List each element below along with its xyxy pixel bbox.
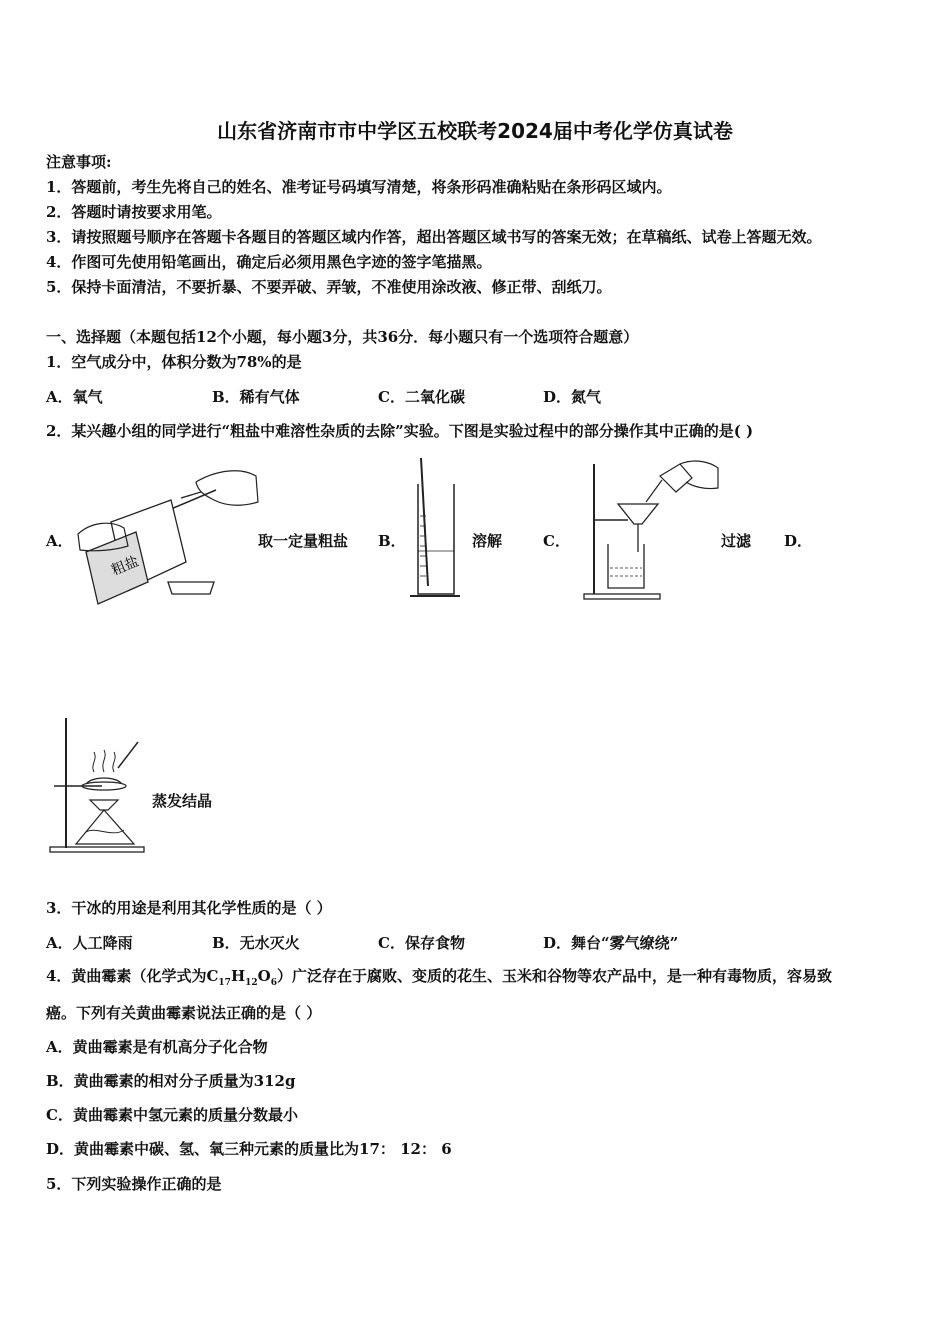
q2-caption-b: 溶解 xyxy=(472,532,503,550)
question-5-stem: 5．下列实验操作正确的是 xyxy=(46,1175,222,1193)
filtration-figure xyxy=(580,456,722,602)
q2-label-b: B． xyxy=(378,532,406,550)
q3-option-a: A．人工降雨 xyxy=(46,934,133,952)
q1-option-b: B．稀有气体 xyxy=(212,388,300,406)
q3-option-b: B．无水灭火 xyxy=(212,934,300,952)
q2-caption-a: 取一定量粗盐 xyxy=(258,532,349,550)
q4-stem-b: ）广泛存在于腐败、变质的花生、玉米和谷物等农产品中，是一种有毒物质，容易致 xyxy=(277,967,833,985)
section-heading: 一、选择题（本题包括12个小题，每小题3分，共36分．每小题只有一个选项符合题意） xyxy=(46,328,639,346)
notice-heading: 注意事项: xyxy=(46,153,112,171)
question-1-stem: 1．空气成分中，体积分数为78%的是 xyxy=(46,353,302,371)
q2-label-c: C． xyxy=(543,532,570,550)
take-salt-figure xyxy=(76,462,261,610)
bag-label: 粗盐 xyxy=(109,553,142,579)
question-3-stem: 3．干冰的用途是利用其化学性质的是（ ） xyxy=(46,899,332,917)
question-4-stem xyxy=(46,966,832,993)
q4-option-d: D．黄曲霉素中碳、氢、氧三种元素的质量比为17： 12： 6 xyxy=(46,1140,452,1158)
question-4-stem-cont: 癌。下列有关黄曲霉素说法正确的是（ ） xyxy=(46,1004,322,1022)
q1-option-a: A．氧气 xyxy=(46,388,103,406)
notice-item: 5．保持卡面清洁，不要折暴、不要弄破、弄皱，不准使用涂改液、修正带、刮纸刀。 xyxy=(46,278,612,296)
q1-option-c: C．二氧化碳 xyxy=(378,388,465,406)
q3-option-d: D．舞台“雾气缭绕” xyxy=(543,934,679,952)
notice-item: 1．答题前，考生先将自己的姓名、准考证号码填写清楚，将条形码准确粘贴在条形码区域内。 xyxy=(46,178,672,196)
q4-option-a: A．黄曲霉素是有机高分子化合物 xyxy=(46,1038,268,1056)
q3-option-c: C．保存食物 xyxy=(378,934,465,952)
page-title: 山东省济南市市中学区五校联考2024届中考化学仿真试卷 xyxy=(217,119,733,143)
notice-item: 3．请按照题号顺序在答题卡各题目的答题区域内作答，超出答题区域书写的答案无效；在草稿纸、试卷上答题无效。 xyxy=(46,228,822,246)
question-2-stem: 2．某兴趣小组的同学进行“粗盐中难溶性杂质的去除”实验。下图是实验过程中的部分操作其中正确的是( ) xyxy=(46,422,754,440)
q2-label-d: D． xyxy=(784,532,813,550)
q4-option-c: C．黄曲霉素中氢元素的质量分数最小 xyxy=(46,1106,298,1124)
q4-option-b: B．黄曲霉素的相对分子质量为312g xyxy=(46,1072,296,1090)
notice-item: 4．作图可先使用铅笔画出，确定后必须用黑色字迹的签字笔描黑。 xyxy=(46,253,492,271)
q2-caption-c: 过滤 xyxy=(721,532,752,550)
q4-stem-a: 4．黄曲霉素（化学式为 xyxy=(46,967,207,985)
q2-caption-d: 蒸发结晶 xyxy=(152,792,213,810)
evaporation-figure xyxy=(46,714,146,854)
q2-label-a: A． xyxy=(46,532,73,550)
notice-item: 2．答题时请按要求用笔。 xyxy=(46,203,222,221)
graduated-cylinder-figure xyxy=(406,456,464,601)
chemical-formula: $C_{17}H_{12}O_6$ xyxy=(206,967,277,988)
q1-option-d: D．氮气 xyxy=(543,388,602,406)
